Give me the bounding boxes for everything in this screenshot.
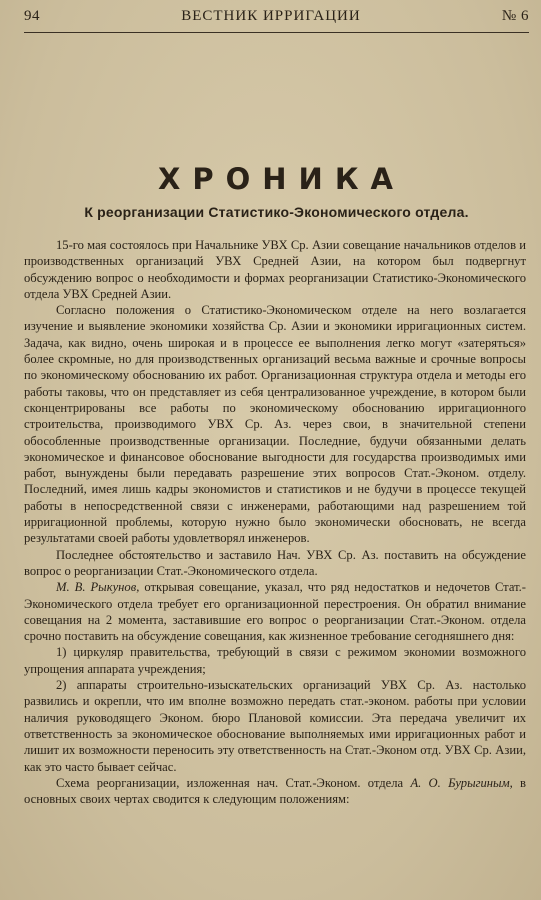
paragraph-text: открывая совещание, указал, что ряд недостатков и недочетов Стат.-Экономического отдела требует его организационной перестроения. Он обратил внимание совещания на 2 момента, заставившие его вопрос о реорганизации Стат.-Эконом. отдела срочно поставить на обсуждение совещания, как жизненное требование сегодняшнего дня:: [24, 580, 526, 644]
person-name: М. В. Рыкунов,: [56, 580, 140, 595]
section-title: ХРОНИКА: [158, 162, 405, 196]
paragraph: Согласно положения о Статистико-Экономическом отделе на него возлагается изучение и выявление экономики хозяйства Ср. Азии и экономики ирригационных систем. Задача, как видно, очень широкая и в процессе ее выполнения легко могут «затеряться» более скромные, но для производственных организаций весьма важные и срочные вопросы по экономическому обоснованию их работ. Организационная структура отдела и методы его работы таковы, что он представляет из себя централизованное учреждение, в котором были сконцентрированы все работы по экономическому обоснованию ирригационного строительства, производимого УВХ Ср. Аз. через свои, в значительной степени обособленные производственные организации. Последние, будучи обязанными делать экономическое и финансовое обоснование выгодности для государства производимых ими работ, вынуждены были передавать разрешение этих вопросов Стат.-Эконом. отделу. Последний, имея лишь кадры экономистов и статистиков и не будучи в процессе текущей работы в непосредственной связи с инженерами, работающими над разрешением той ирригационной проблемы, которую нужно было экономически обосновать, не всегда результатами своей работы удовлетворял инженеров.: [24, 303, 526, 546]
paragraph-text: Схема реорганизации, изложенная нач. Стат.-Эконом. отдела: [56, 775, 411, 790]
paragraph: [24, 775, 526, 808]
list-item: 2) аппараты строительно-изыскательских организаций УВХ Ср. Аз. настолько развились и окрепли, что им вполне возможно передать стат.-эконом. работы при условии наличия руководящего Эконом. бюро Плановой комиссии. Эта передача увеличит их ответственность за экономическое обоснование выполняемых ими ирригационных работ и лишит их возможности переносить эту ответственность на Стат.-Эконом отд. УВХ Ср. Азии, как это часто бывает сейчас.: [24, 678, 526, 774]
page-number: 94: [24, 8, 40, 24]
article-body: [24, 237, 526, 807]
paragraph: 15-го мая состоялось при Начальнике УВХ Ср. Азии совещание начальников отделов и производственных организаций УВХ Средней Азии, на котором был подвергнут обсуждению вопрос о необходимости и формах реорганизации Статистико-Экономического отдела УВХ Средней Азии.: [24, 238, 526, 301]
paragraph: Последнее обстоятельство и заставило Нач. УВХ Ср. Аз. поставить на обсуждение вопрос о реорганизации Стат.-Экономического отдела.: [24, 547, 526, 578]
article-title: К реорганизации Статистико-Экономического отдела.: [84, 204, 469, 220]
journal-title: ВЕСТНИК ИРРИГАЦИИ: [181, 8, 361, 24]
person-name: А. О. Бурыгиным,: [410, 775, 513, 790]
list-item: 1) циркуляр правительства, требующий в связи с режимом экономии возможного упрощения аппарата учреждения;: [24, 645, 526, 676]
issue-number: № 6: [501, 8, 529, 24]
header-rule: [24, 32, 529, 33]
paragraph-text: в основных своих чертах сводится к следующим положениям:: [24, 775, 527, 807]
paragraph: [24, 579, 526, 644]
running-head: [24, 8, 529, 30]
